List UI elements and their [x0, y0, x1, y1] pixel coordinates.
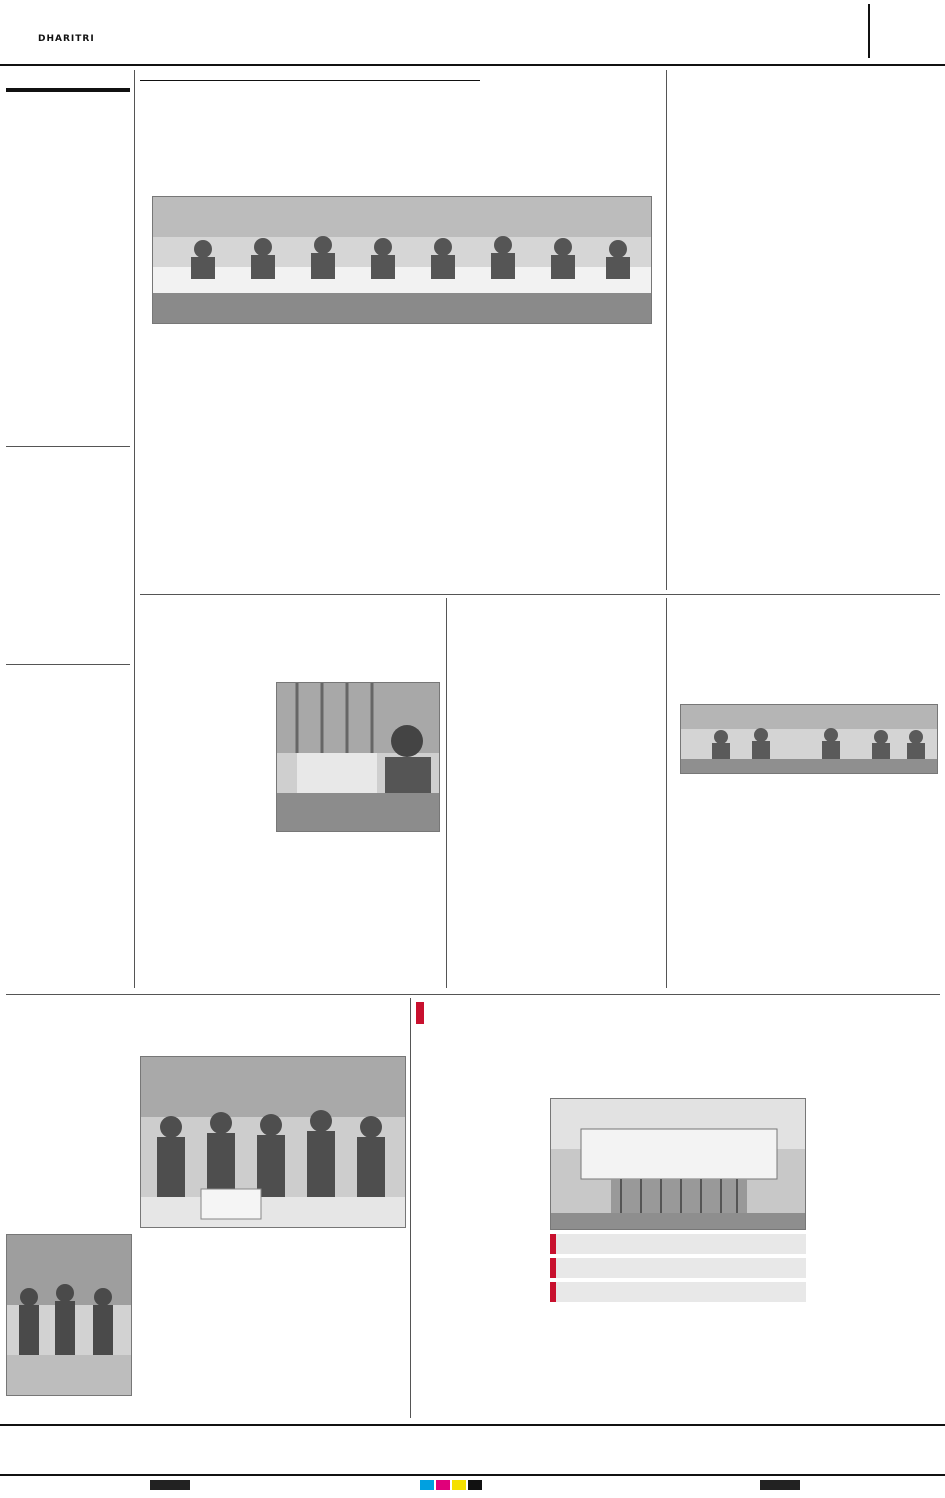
organisational-body-col2 — [810, 180, 940, 588]
science-body-col3 — [550, 1306, 806, 1416]
main-story-body-col3 — [492, 346, 658, 588]
paddy-photo-1 — [140, 1056, 406, 1228]
registration-mark-black — [468, 1480, 482, 1490]
science-body-col1 — [416, 1116, 542, 1286]
panchayat-photo-image — [681, 705, 938, 774]
science-body-col2 — [416, 1306, 542, 1416]
organisational-headline-2 — [672, 138, 940, 180]
main-story — [140, 70, 660, 590]
ticket-story-headline — [140, 628, 440, 674]
main-story-body-col1 — [140, 366, 306, 588]
meeting-photo — [152, 196, 652, 324]
brief-body-3 — [6, 732, 130, 988]
paddy-photo-2-image — [7, 1235, 132, 1396]
logo-subtitle: DHARITRI — [38, 34, 95, 44]
students-story-kicker-2 — [452, 626, 662, 646]
brief-headline-3 — [6, 670, 130, 728]
brief-column-rule — [134, 70, 135, 988]
paddy-headline — [6, 1004, 406, 1048]
middle-band-top-rule — [140, 594, 940, 595]
main-story-right-rule — [666, 70, 667, 590]
panchayat-kicker — [672, 604, 940, 624]
brief-body-1 — [6, 162, 130, 442]
registration-mark-cyan — [420, 1480, 434, 1490]
registration-mark-left — [150, 1480, 190, 1490]
brief-section-label — [6, 88, 130, 92]
main-story-kicker — [140, 76, 480, 81]
science-bullet-2 — [550, 1258, 806, 1278]
brief-divider-1 — [6, 446, 130, 447]
brief-body-2 — [6, 500, 130, 660]
panchayat-story — [672, 598, 940, 988]
meeting-photo-caption — [152, 328, 652, 342]
science-venue-photo — [550, 1098, 806, 1230]
science-kicker — [416, 1002, 940, 1024]
science-story — [416, 998, 940, 1418]
science-bullet-1 — [550, 1234, 806, 1254]
panchayat-body-col1 — [672, 794, 800, 986]
paddy-photo-2-caption — [6, 1398, 132, 1414]
paddy-photo-1-caption — [140, 1230, 406, 1258]
paddy-story — [6, 998, 406, 1418]
brief-headline-1 — [6, 116, 130, 160]
ticket-story-body-col2 — [140, 866, 440, 986]
paddy-story-right-rule — [410, 998, 411, 1418]
students-story-right-rule — [666, 598, 667, 988]
masthead-rule — [0, 64, 945, 66]
science-headline — [416, 1030, 940, 1092]
organisational-headline-1 — [672, 92, 940, 134]
students-story — [452, 598, 662, 988]
brief-column — [6, 72, 130, 992]
paddy-photo-1-image — [141, 1057, 406, 1228]
lower-band-top-rule — [6, 994, 940, 995]
organisational-story — [672, 70, 940, 590]
students-story-kicker — [452, 604, 662, 624]
registration-mark-magenta — [436, 1480, 450, 1490]
masthead — [0, 0, 945, 64]
registration-mark-right — [760, 1480, 800, 1490]
registration-mark-yellow — [452, 1480, 466, 1490]
brief-headline-2 — [6, 452, 130, 496]
panchayat-body-col2 — [810, 776, 940, 986]
brief-divider-2 — [6, 664, 130, 665]
ticket-story-body-col1 — [140, 698, 268, 866]
paddy-photo-2 — [6, 1234, 132, 1396]
ticket-counter-photo — [276, 682, 440, 832]
paddy-body-col2 — [140, 1260, 406, 1416]
panchayat-headline-1 — [672, 626, 940, 662]
ticket-photo-caption — [276, 834, 440, 848]
meeting-photo-image — [153, 197, 652, 324]
ticket-story-kicker — [140, 604, 440, 626]
main-story-headline — [140, 108, 660, 188]
science-body-col4 — [814, 1098, 940, 1416]
science-venue-image — [551, 1099, 806, 1230]
paddy-body-col1 — [6, 1074, 132, 1228]
contact-footer — [0, 1424, 945, 1476]
panchayat-photo — [680, 704, 938, 774]
ticket-counter-image — [277, 683, 440, 832]
ticket-story-right-rule — [446, 598, 447, 988]
page-number — [868, 4, 938, 58]
panchayat-headline-2 — [672, 664, 940, 700]
students-story-body — [452, 666, 662, 986]
main-story-body-col2 — [316, 346, 482, 588]
ticket-story — [140, 598, 440, 988]
science-bullet-3 — [550, 1282, 806, 1302]
organisational-body-col1 — [672, 202, 800, 588]
